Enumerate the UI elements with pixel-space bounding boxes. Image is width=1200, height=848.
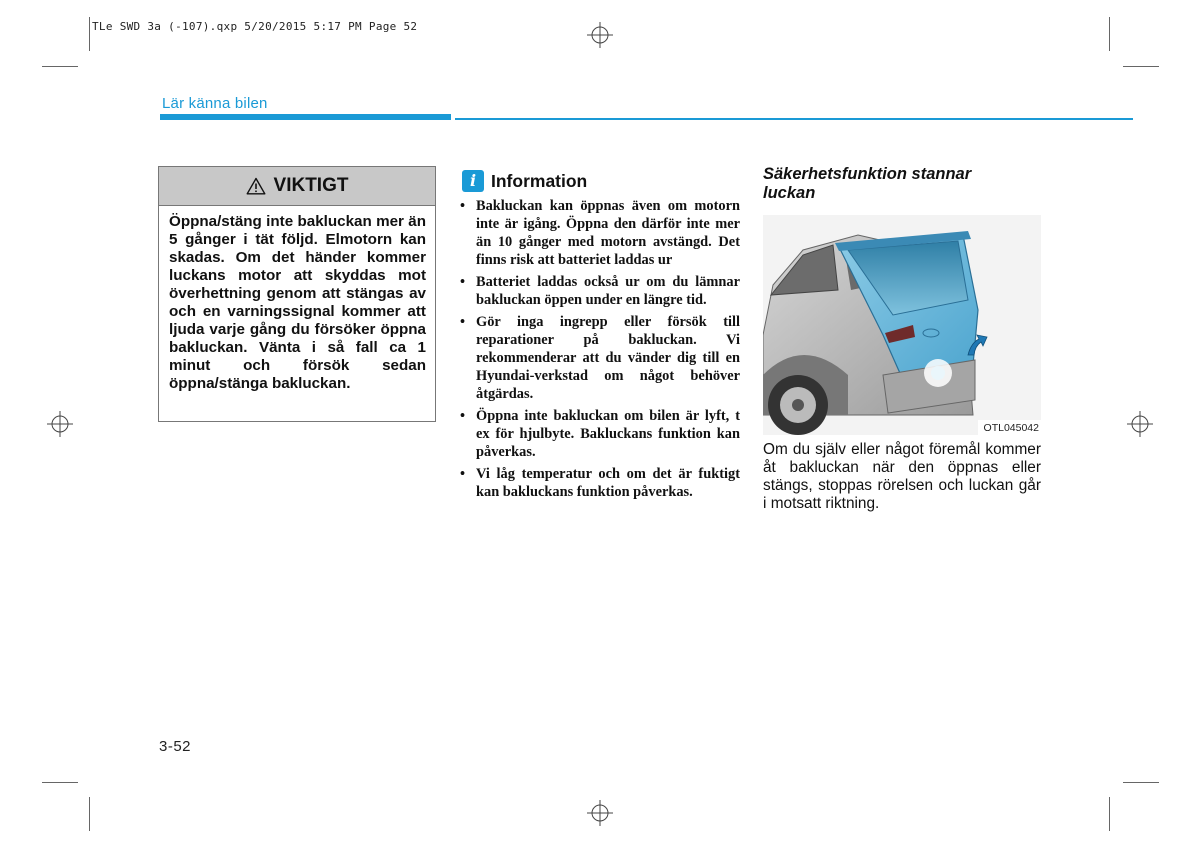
- info-icon: i: [462, 170, 484, 192]
- information-title: Information: [491, 170, 588, 191]
- registration-mark-icon: [587, 22, 613, 48]
- registration-mark-icon: [1127, 411, 1153, 437]
- crop-mark: [89, 17, 90, 51]
- header-rule-thin: [455, 118, 1133, 120]
- figure-code: OTL045042: [978, 420, 1041, 435]
- tailgate-illustration: [763, 215, 1041, 435]
- crop-mark: [89, 797, 90, 831]
- crop-mark: [1123, 782, 1159, 783]
- crop-mark: [1123, 66, 1159, 67]
- warning-triangle-icon: [246, 177, 266, 195]
- section-header-title: Lär känna bilen: [162, 95, 268, 112]
- warning-box: [158, 166, 436, 422]
- car-rear-illustration: [763, 215, 1041, 435]
- crop-mark: [42, 782, 78, 783]
- registration-mark-icon: [47, 411, 73, 437]
- list-item: • Bakluckan kan öppnas även om motorn inte är igång. Öppna den därför inte mer än 10 gånger med motorn avstängd. Det finns risk att batteriet laddas ur: [458, 197, 740, 269]
- crop-mark: [42, 66, 78, 67]
- warning-header: [159, 167, 435, 206]
- information-header: [462, 170, 587, 192]
- registration-mark-icon: [587, 800, 613, 826]
- list-item: • Gör inga ingrepp eller försök till reparationer på bakluckan. Vi rekommenderar att du vänder dig till en Hyundai-verkstad om något behöver åtgärdas.: [458, 313, 740, 403]
- crop-mark: [1109, 17, 1110, 51]
- information-list: [458, 197, 740, 505]
- print-slug: TLe SWD 3a (-107).qxp 5/20/2015 5:17 PM Page 52: [92, 20, 418, 33]
- list-item: • Batteriet laddas också ur om du lämnar bakluckan öppen under en längre tid.: [458, 273, 740, 309]
- section-heading: Säkerhetsfunktion stannar luckan: [763, 165, 972, 202]
- warning-title: VIKTIGT: [273, 175, 349, 196]
- crop-mark: [1109, 797, 1110, 831]
- list-item: • Vi låg temperatur och om det är fuktigt kan bakluckans funktion påverkas.: [458, 465, 740, 501]
- warning-text: Öppna/stäng inte bakluckan mer än 5 gånger i tät följd. Elmotorn kan skadas. Om det händer kommer luckans motor att skyddas mot överhettning genom att stängas av och en varningssignal kommer att ljuda varje gång du försöker öppna bakluckan. Vänta i så fall ca 1 minut och försök sedan öppna/stänga bakluckan.: [169, 213, 426, 392]
- header-rule-thick: [160, 114, 451, 120]
- page-number: 3-52: [159, 738, 192, 755]
- body-paragraph: Om du själv eller något föremål kommer åt bakluckan när den öppnas eller stängs, stoppas rörelsen och luckan går i motsatt riktning.: [763, 441, 1041, 512]
- list-item: • Öppna inte bakluckan om bilen är lyft, t ex för hjulbyte. Bakluckans funktion kan påverkas.: [458, 407, 740, 461]
